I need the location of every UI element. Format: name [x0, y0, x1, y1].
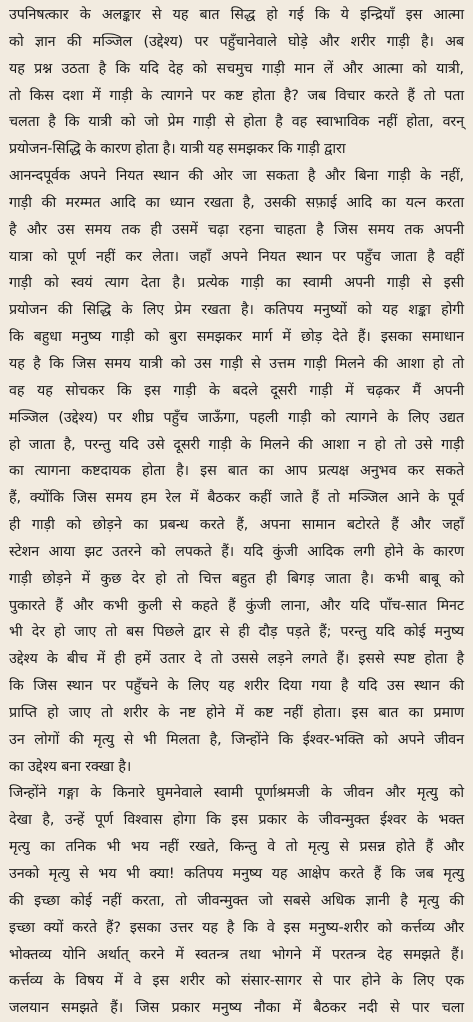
text-line: हो जाता है, परन्तु यदि उसे दूसरी गाड़ी के मिलने की आशा न हो तो उसे गाड़ी [9, 436, 464, 453]
text-line: यह है कि जिस समय यात्री को उस गाड़ी से उत्तम गाड़ी मिलने की आशा हो तो [9, 355, 464, 372]
text-line: स्टेशन आया झट उतरने को लपकते हैं। यदि कुंजी आदिक लगी होने के कारण [9, 543, 465, 560]
text-line: भोक्तव्य योनि अर्थात् करने में स्वतन्त्र तथा भोगने में परतन्त्र देह समझते हैं। [9, 946, 464, 963]
text-line: गाड़ी की मरम्मत आदि का ध्यान रखता है, उसकी सफ़ाई आदि का यत्न करता [9, 194, 464, 211]
text-line: उद्देश्य के बीच में ही हमें उतार दे तो उससे लड़ने लगते हैं। इससे स्पष्ट होता है [9, 651, 464, 668]
text-line: चलता है कि यात्री को जो प्रेम गाड़ी से होता है वह स्वाभाविक नहीं होता, वरन् [9, 114, 464, 131]
text-line: प्राप्ति हो जाए तो शरीर के नष्ट होने में कष्ट नहीं होता। इस बात का प्रमाण [9, 704, 464, 721]
text-line: ही गाड़ी को छोड़ने का प्रबन्ध करते हैं, अपना सामान बटोरते हैं और जहाँ [9, 517, 464, 534]
text-line: है और उस समय तक ही उसमें चढ़ा रहना चाहता है जिस समय तक अपनी [9, 221, 464, 238]
text-line: देखा है, उन्हें पूर्ण विश्वास होगा कि इस प्रकार के जीवन्मुक्त ईश्वर के भक्त [9, 812, 464, 829]
text-line: को ज्ञान की मञ्जिल (उद्देश्य) पर पहुँचानेवाले घोड़े और शरीर गाड़ी है। अब [9, 33, 464, 50]
text-line: वह यह सोचकर कि इस गाड़ी के बदले दूसरी गाड़ी में चढ़कर मैं अपनी [9, 382, 464, 399]
text-line: जिन्होंने गङ्गा के किनारे घुमनेवाले स्वामी पूर्णाश्रमजी के जीवन और मृत्यु को [9, 785, 464, 802]
text-line: भी देर हो जाए तो बस पिछले द्वार से ही दौड़ पड़ते हैं; परन्तु यदि कोई मनुष्य [9, 624, 464, 641]
text-line: गाड़ी को स्वयं त्याग देता है। प्रत्येक गाड़ी का स्वामी अपनी गाड़ी से इसी [9, 275, 464, 292]
text-line: उन लोगों की मृत्यु से भी मिलता है, जिन्होंने कि ईश्वर-भक्ति को अपने जीवन [9, 731, 464, 748]
text-line: यात्रा को पूर्ण नहीं कर लेता। जहाँ अपने नियत स्थान पर पहुँच जाता है वहीं [9, 248, 464, 265]
text-line: मञ्जिल (उद्देश्य) पर शीघ्र पहुँच जाऊँगा, पहली गाड़ी को त्यागने के लिए उद्यत [9, 409, 464, 426]
text-line: का त्यागना कष्टदायक होता है। इस बात का आप प्रत्यक्ष अनुभव कर सकते [9, 463, 464, 480]
text-line: जलयान समझते हैं। जिस प्रकार मनुष्य नौका में बैठकर नदी से पार चला [9, 1000, 464, 1017]
text-line: कर्त्तव्य के विषय में वे इस शरीर को संसार-सागर से पार होने के लिए एक [9, 973, 464, 990]
text-line: प्रयोजन की सिद्धि के लिए प्रेम रखता है। कतिपय मनुष्यों को यह शङ्का होगी [9, 302, 464, 319]
text-line: तो किस दशा में गाड़ी के त्यागने पर कष्ट होता है? जब विचार करते हैं तो पता [9, 87, 464, 104]
text-line: का उद्देश्य बना रक्खा है। [9, 758, 132, 775]
text-line: गाड़ी छोड़ने में कुछ देर हो तो चित्त बहुत ही बिगड़ जाता है। कभी बाबू को [9, 570, 464, 587]
text-line: पुकारते हैं और कभी कुली से कहते हैं कुंजी लाना, और यदि पाँच-सात मिनट [9, 597, 464, 614]
text-line: आनन्दपूर्वक अपने नियत स्थान की ओर जा सकता है और बिना गाड़ी के नहीं, [9, 168, 464, 185]
text-line: कि बहुधा मनुष्य गाड़ी को बुरा समझकर मार्ग में छोड़ देते हैं। इसका समाधान [9, 329, 464, 346]
text-line: प्रयोजन-सिद्धि के कारण होता है। यात्री यह समझकर कि गाड़ी द्वारा [9, 141, 346, 158]
text-line: यह प्रश्न उठता है कि यदि देह को सचमुच गाड़ी मान लें और आत्मा को यात्री, [9, 60, 464, 77]
text-line: कि जिस स्थान पर पहुँचने के लिए यह शरीर दिया गया है यदि उस स्थान की [9, 678, 464, 695]
document-body [9, 2, 464, 1022]
text-line: हैं, क्योंकि जिस समय हम रेल में बैठकर कहीं जाते हैं तो मञ्जिल आने के पूर्व [9, 490, 464, 507]
text-line: की इच्छा कोई नहीं करता, तो जीवन्मुक्त जो सबसे अधिक ज्ञानी है मृत्यु की [9, 892, 464, 909]
text-line: उनको मृत्यु से भय भी क्या! कतिपय मनुष्य यह आक्षेप करते हैं कि जब मृत्यु [9, 866, 464, 882]
text-line: उपनिषत्कार के अलङ्कार से यह बात सिद्ध हो गई कि ये इन्द्रियाँ इस आत्मा [9, 7, 464, 23]
text-line: इच्छा क्यों करते हैं? इसका उत्तर यह है कि वे इस मनुष्य-शरीर को कर्त्तव्य और [9, 919, 464, 936]
text-line: मृत्यु का तनिक भी भय नहीं रखते, किन्तु वे तो मृत्यु से प्रसन्न होते हैं और [9, 839, 464, 856]
